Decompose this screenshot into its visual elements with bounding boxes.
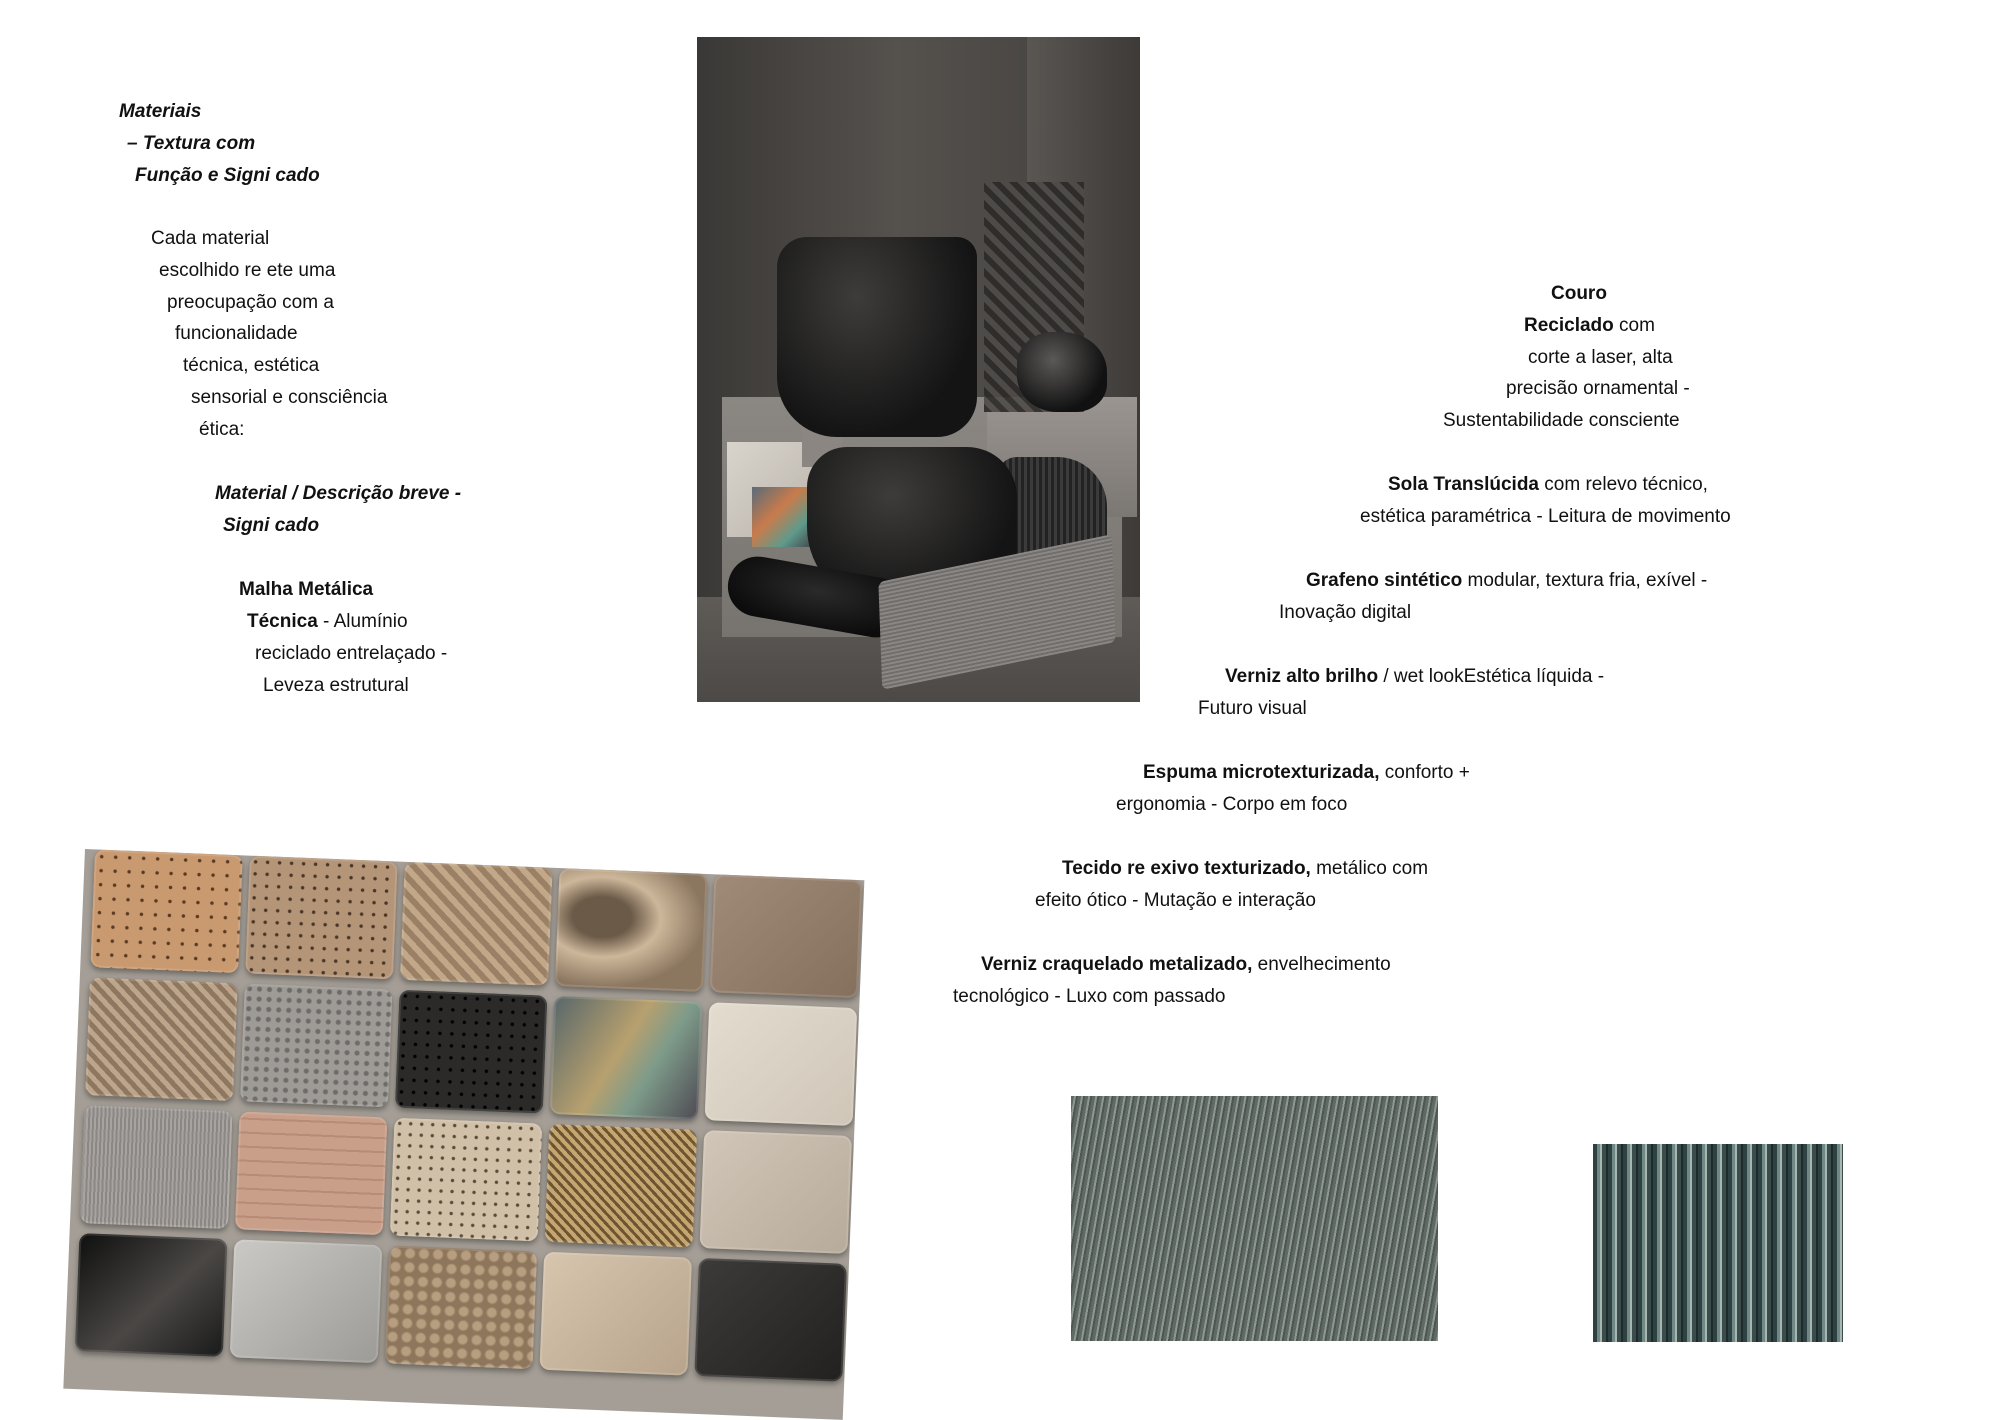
swatch [80,1105,233,1229]
material-line [1388,473,1708,497]
material-line: efeito ótico - Mutação e interação [1035,890,1316,911]
swatch [395,990,548,1114]
material-name: Grafeno sintético [1306,570,1463,591]
material-line [247,610,408,634]
swatch [694,1258,847,1382]
material-line: Leveza estrutural [263,675,409,696]
material-line [1062,857,1428,881]
material-name: Técnica [247,611,318,632]
material-line: Futuro visual [1198,698,1307,719]
swatch [539,1252,692,1376]
material-name: Reciclado [1524,315,1614,336]
swatch [400,862,553,986]
swatch [550,996,703,1120]
intro-line: ética: [199,419,245,440]
intro-line: escolhido re ete uma [159,260,336,281]
intro-line: funcionalidade [175,323,298,344]
heading-line-1: Materiais [119,101,202,122]
material-description: envelhecimento [1252,954,1391,975]
metallic-textile-texture [1071,1096,1438,1341]
swatch [245,856,398,980]
swatch [235,1111,388,1235]
swatch [85,977,238,1101]
heading-line-2: – Textura com [127,133,256,154]
intro-line: técnica, estética [183,355,320,376]
crackled-varnish-texture [1593,1144,1843,1342]
material-line: tecnológico - Luxo com passado [953,986,1226,1007]
swatch [385,1246,538,1370]
material-name: Espuma microtexturizada, [1143,762,1380,783]
swatch [545,1124,698,1248]
material-line: Sustentabilidade consciente [1443,410,1680,431]
swatch [705,1002,858,1126]
heading-line-3: Função e Signi cado [135,165,320,186]
swatch [555,868,708,992]
swatch [230,1239,383,1363]
material-name: Verniz craquelado metalizado, [981,954,1253,975]
material-name: Sola Translúcida [1388,474,1539,495]
swatch [75,1233,228,1357]
material-name: Malha Metálica [239,579,374,600]
material-line [1306,569,1707,593]
subheading-line-2: Signi cado [223,515,320,536]
swatch [90,849,243,973]
material-line: corte a laser, alta [1528,347,1673,368]
material-name: Tecido re exivo texturizado, [1062,858,1311,879]
material-line: estética paramétrica - Leitura de movimento [1360,506,1731,527]
material-description: metálico com [1310,858,1429,879]
material-name: Verniz alto brilho [1225,666,1379,687]
material-description: / wet lookEstética líquida - [1378,666,1605,687]
material-line: ergonomia - Corpo em foco [1116,794,1348,815]
material-line: Inovação digital [1279,602,1412,623]
material-line: precisão ornamental - [1506,378,1690,399]
material-line [1143,761,1470,785]
footwear-materials-photo [697,37,1140,702]
swatch [240,984,393,1108]
material-line [1524,314,1655,338]
intro-line: Cada material [151,228,270,249]
material-name: Couro [1551,283,1607,304]
material-description: conforto + [1379,762,1470,783]
material-description: com [1613,315,1655,336]
material-swatch-board [63,849,864,1420]
intro-line: sensorial e consciência [191,387,388,408]
glossy-object [1017,332,1107,412]
swatch [710,874,863,998]
material-line [1225,665,1604,689]
swatch [699,1130,852,1254]
subheading-line-1: Material / Descrição breve - [215,483,462,504]
material-line: reciclado entrelaçado - [255,643,448,664]
material-description: - Alumínio [317,611,408,632]
swatch [390,1118,543,1242]
material-description: modular, textura fria, exível - [1462,570,1708,591]
material-line [981,953,1391,977]
intro-line: preocupação com a [167,292,334,313]
material-description: com relevo técnico, [1539,474,1708,495]
ankle-boot [777,237,977,437]
